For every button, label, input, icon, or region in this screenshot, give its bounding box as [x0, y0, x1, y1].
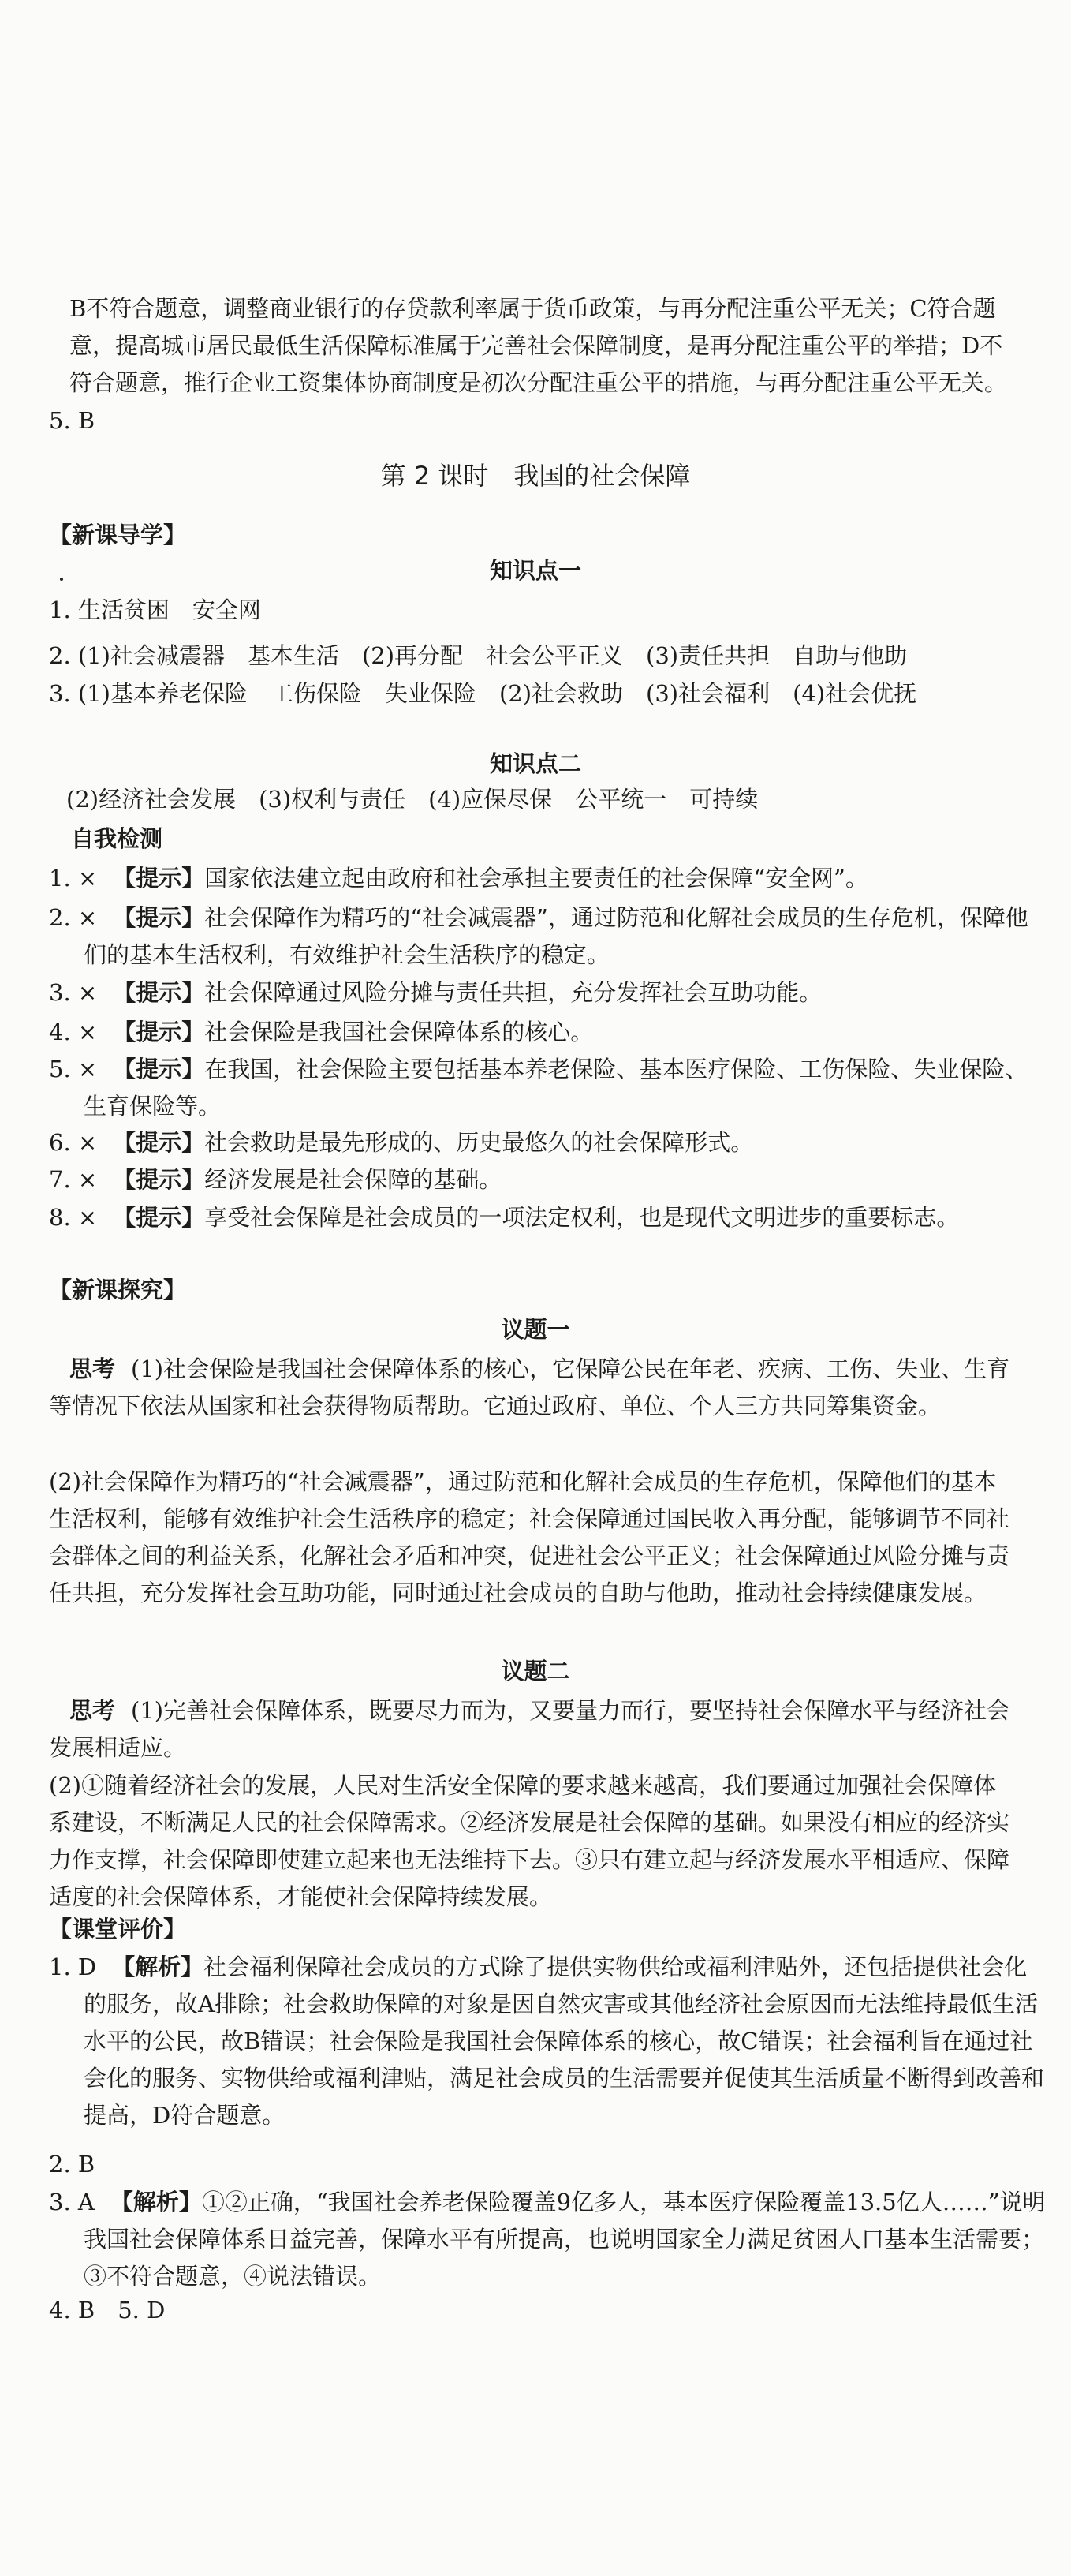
kp2-text: (2)经济社会发展 (3)权利与责任 (4)应保尽保 公平统一 可持续: [66, 786, 759, 813]
topic1-para2: (2)社会保障作为精巧的“社会减震器”，通过防范和化解社会成员的生存危机，保障他们的基本生活权利，能够有效维护社会生活秩序的稳定；社会保障通过国民收入再分配，能够调节不同社会群体之间的利益关系，化解社会矛盾和冲突，促进社会公平正义；社会保障通过风险分摊与责任共担，充分发挥社会互助功能，同时通过社会成员的自助与他助，推动社会持续健康发展。: [49, 1468, 1010, 1606]
item-text: 社会保险是我国社会保障体系的核心。: [204, 1019, 594, 1045]
kp1-item-2: 2. (1)社会减震器 基本生活 (2)再分配 社会公平正义 (3)责任共担 自助与他助: [49, 642, 908, 669]
item-number: 8. ×: [49, 1204, 98, 1231]
hint-tag: 【提示】: [113, 1056, 205, 1082]
item-number: 2. ×: [49, 904, 98, 931]
item-number: 7. ×: [49, 1166, 98, 1193]
item-number: 6. ×: [49, 1129, 98, 1156]
answer-5: 5. B: [49, 407, 95, 434]
analysis-tag: 【解析】: [112, 1953, 204, 1980]
self-check-item: [49, 860, 1046, 897]
topic1-text1: (1)社会保险是我国社会保障体系的核心，它保障公民在年老、疾病、工伤、失业、生育等情况下依法从国家和社会获得物质帮助。它通过政府、单位、个人三方共同筹集资金。: [49, 1355, 1010, 1419]
kp2-heading: 知识点二: [489, 750, 581, 777]
self-check-item: [49, 1051, 1046, 1125]
section-xinke-tanjiu: 【新课探究】: [49, 1277, 187, 1303]
self-check-item: [49, 1161, 1046, 1198]
topic2-para2: (2)①随着经济社会的发展，人民对生活安全保障的要求越来越高，我们要通过加强社会保障体系建设，不断满足人民的社会保障需求。②经济发展是社会保障的基础。如果没有相应的经济实力作支撑，社会保障即使建立起来也无法维持下去。③只有建立起与经济发展水平相适应、保障适度的社会保障体系，才能使社会保障持续发展。: [49, 1772, 1010, 1910]
self-check-item: [49, 1199, 1046, 1236]
hint-tag: 【提示】: [113, 865, 205, 892]
hint-tag: 【提示】: [113, 979, 205, 1006]
item-text: 在我国，社会保险主要包括基本养老保险、基本医疗保险、工伤保险、失业保险、生育保险等。: [84, 1056, 1028, 1120]
q1-answer: 1. D: [49, 1953, 97, 1980]
hint-tag: 【提示】: [113, 1204, 205, 1231]
item-number: 1. ×: [49, 865, 98, 892]
lesson-title: 第 2 课时 我国的社会保障: [380, 461, 691, 491]
section-ketang-pingjia: 【课堂评价】: [49, 1916, 187, 1942]
self-check-item: [49, 899, 1046, 974]
topic2-heading: 议题二: [501, 1658, 570, 1684]
item-text: 国家依法建立起由政府和社会承担主要责任的社会保障“安全网”。: [204, 865, 868, 892]
item-text: 经济发展是社会保障的基础。: [204, 1166, 502, 1193]
think-label: 思考: [69, 1697, 116, 1724]
item-number: 4. ×: [49, 1019, 98, 1045]
item-text: 社会保障通过风险分摊与责任共担，充分发挥社会互助功能。: [204, 979, 823, 1006]
hint-tag: 【提示】: [113, 1129, 205, 1156]
kp1-heading: 知识点一: [489, 557, 581, 584]
q3-analysis: ①②正确，“我国社会养老保险覆盖9亿多人，基本医疗保险覆盖13.5亿人……”说明我国社会保障体系日益完善，保障水平有所提高，也说明国家全力满足贫困人口基本生活需要；③不符合题意，④说法错误。: [84, 2189, 1046, 2290]
q1-analysis: 社会福利保障社会成员的方式除了提供实物供给或福利津贴外，还包括提供社会化的服务，故A排除；社会救助保障的对象是因自然灾害或其他经济社会原因而无法维持最低生活水平的公民，故B错误；社会保险是我国社会保障体系的核心，故C错误；社会福利旨在通过社会化的服务、实物供给或福利津贴，满足社会成员的生活需要并促使其生活质量不断得到改善和提高，D符合题意。: [84, 1953, 1045, 2129]
intro-paragraph: B不符合题意，调整商业银行的存贷款利率属于货币政策，与再分配注重公平无关；C符合题意，提高城市居民最低生活保障标准属于完善社会保障制度，是再分配注重公平的举措；D不符合题意，推行企业工资集体协商制度是初次分配注重公平的措施，与再分配注重公平无关。: [69, 295, 1008, 396]
think-label: 思考: [69, 1355, 116, 1382]
self-check-item: [49, 974, 1046, 1011]
hint-tag: 【提示】: [113, 904, 205, 931]
eval-q4-q5: 4. B 5. D: [49, 2297, 166, 2324]
self-check-item: [49, 1014, 1046, 1051]
topic1-heading: 议题一: [501, 1316, 570, 1343]
hint-tag: 【提示】: [113, 1019, 205, 1045]
item-number: 5. ×: [49, 1056, 98, 1082]
item-text: 社会保障作为精巧的“社会减震器”，通过防范和化解社会成员的生存危机，保障他们的基本生活权利，有效维护社会生活秩序的稳定。: [84, 904, 1028, 968]
eval-q3: [49, 2184, 1046, 2295]
self-check-heading: 自我检测: [71, 825, 163, 852]
item-text: 社会救助是最先形成的、历史最悠久的社会保障形式。: [204, 1129, 754, 1156]
topic2-para1: [49, 1692, 1011, 1767]
self-check-item: [49, 1124, 1046, 1161]
q3-answer: 3. A: [49, 2189, 95, 2215]
eval-q1: [49, 1949, 1046, 2134]
item-text: 享受社会保障是社会成员的一项法定权利，也是现代文明进步的重要标志。: [204, 1204, 960, 1231]
eval-q2: 2. B: [49, 2151, 95, 2178]
hint-tag: 【提示】: [113, 1166, 205, 1193]
topic1-para1: [49, 1351, 1011, 1425]
analysis-tag: 【解析】: [110, 2189, 202, 2215]
kp1-item-3: 3. (1)基本养老保险 工伤保险 失业保险 (2)社会救助 (3)社会福利 (4)社会优抚: [49, 680, 917, 707]
section-xinke-daoxue: 【新课导学】: [49, 522, 187, 548]
item-number: 3. ×: [49, 979, 98, 1006]
topic2-text1: (1)完善社会保障体系，既要尽力而为，又要量力而行，要坚持社会保障水平与经济社会发展相适应。: [49, 1697, 1010, 1761]
kp1-item-1: 1. 生活贫困 安全网: [49, 596, 261, 623]
